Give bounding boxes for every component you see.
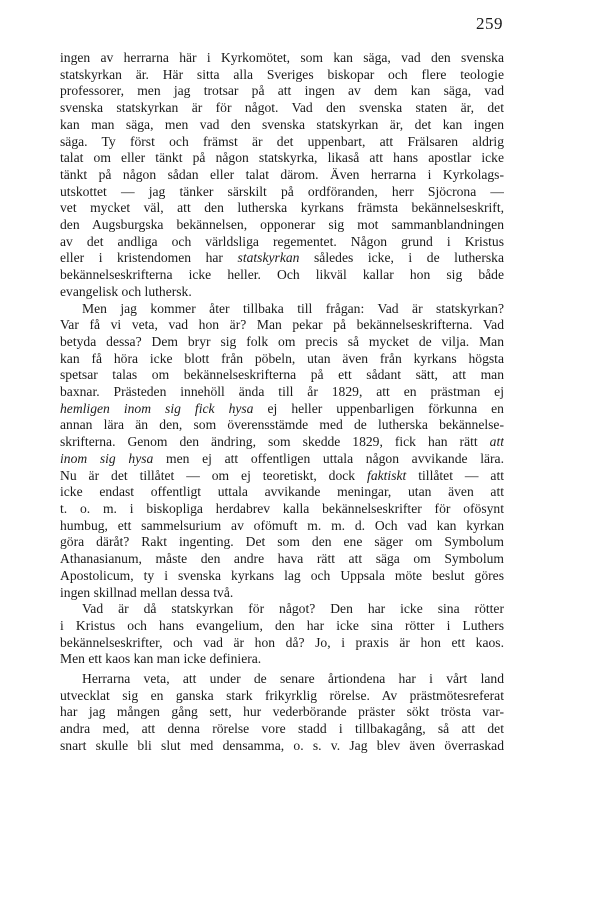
text-line: t. o. m. i biskopliga herdabrev kalla bekännelseskrifter för ofösynt (60, 500, 504, 516)
text-line: har jag mången gång sett, hur vederbörande präster sökt trösta var- (60, 704, 504, 720)
text-line: eller i kristendomen har statskyrkan således icke, i de lutherska (60, 250, 504, 266)
italic-phrase: inom sig hysa (60, 450, 154, 466)
paragraph (60, 671, 504, 755)
text-line: talat om eller tänkt på någon statskyrka, likaså att hans apostlar icke (60, 150, 504, 166)
text-line: inom sig hysa men ej att offentligen uttala någon avvikande lära. (60, 450, 504, 466)
text-line: humbug, ett sammelsurium av ofömuft m. m. d. Och vad kan kyrkan (60, 517, 504, 533)
text-line: Men jag kommer åter tillbaka till frågan: Vad är statskyrkan? (82, 300, 504, 316)
text-line: kan man säga, men vad den svenska statskyrkan är, det kan ingen (60, 116, 504, 132)
paragraph (60, 301, 504, 602)
body-text (60, 50, 504, 755)
paragraph (60, 50, 504, 301)
text-line: andra med, att denna rörelse vore stadd i tillbakagång, så att det (60, 721, 504, 737)
text-line: Vad är då statskyrkan för något? Den har icke sina rötter (82, 601, 504, 617)
paragraph (60, 601, 504, 668)
text-line: svenska statskyrkan är för något. Vad den svenska staten är, det (60, 100, 504, 116)
italic-phrase: statskyrkan (237, 250, 300, 266)
text-line: kan få höra icke blott från pöbeln, utan även från kyrkans högsta (60, 350, 504, 366)
text-line: professorer, men jag trotsar på att ingen av dem kan säga, vad (60, 83, 504, 99)
text-line: tänkt på någon sådan eller talat därom. Även herrarna i Kyrkolags- (60, 166, 504, 182)
italic-phrase: att (489, 434, 504, 450)
text-line: Herrarna veta, att under de senare årtiondena har i vårt land (82, 671, 504, 687)
page-number: 259 (476, 14, 503, 33)
text-line: göra däråt? Rakt ingenting. Det som den ene säger om Symbolum (60, 534, 504, 550)
text-line: bekännelseskrifter, och vad är hon då? Jo, i praxis är hon ett kaos. (60, 634, 504, 650)
italic-phrase: faktiskt (367, 467, 407, 483)
text-line: betyda dessa? Dem bryr sig folk om precis så mycket de vilja. Man (60, 333, 504, 349)
text-line: Nu är det tillåtet — om ej teoretiskt, dock faktiskt tillåtet — att (60, 467, 504, 483)
text-line: vet mycket väl, att den lutherska kyrkans främsta bekännelseskrift, (60, 200, 504, 216)
text-line: snart skulle bli slut med densamma, o. s. v. Jag blev även överraskad (60, 737, 504, 753)
text-line: annan lära än den, som överensstämde med de lutherska bekännelse- (60, 417, 504, 433)
text-line: Var få vi veta, vad hon är? Man pekar på bekännelseskrifterna. Vad (60, 317, 504, 333)
text-line: skrifterna. Genom den ändring, som skedde 1829, fick han rätt att (60, 434, 504, 450)
text-line: utskottet — jag tänker särskilt på ordföranden, herr Sjöcrona — (60, 183, 504, 199)
italic-phrase: hemligen inom sig fick hysa (60, 400, 254, 416)
text-line: i Kristus och hans evangelium, den har icke sina rötter i Luthers (60, 617, 504, 633)
text-line: den Augsburgska bekännelsen, opponerar sig mot sammanblandningen (60, 217, 504, 233)
text-line: statskyrkan är. Här sitta alla Sveriges biskopar och flere teologie (60, 66, 504, 82)
text-line: ingen av herrarna här i Kyrkomötet, som kan säga, vad den svenska (60, 50, 504, 65)
text-line: icke endast offentligt uttala avvikande meningar, utan även att (60, 484, 504, 500)
text-line: av det andliga och världsliga regementet. Någon grund i Kristus (60, 233, 504, 249)
text-line: Apostolicum, ty i svenska kyrkans lag och Uppsala möte beslut göres (60, 567, 504, 583)
text-line: hemligen inom sig fick hysa ej heller uppenbarligen förkunna en (60, 400, 504, 416)
text-line: spetsar talas om bekännelseskrifterna på ett sådant sätt, att man (60, 367, 504, 383)
text-line: Athanasianum, måste den andre hava rätt att säga om Symbolum (60, 551, 504, 567)
text-line: baxnar. Prästeden innehöll ända till år 1829, att en prästman ej (60, 384, 504, 400)
text-line: bekännelseskrifterna icke heller. Och likväl kallar hon sig både (60, 267, 504, 283)
text-line: utvecklat sig en ganska stark frikyrklig rörelse. Av prästmötesreferat (60, 687, 504, 703)
text-line: Men ett kaos kan man icke definiera. (60, 651, 262, 667)
text-line: säga. Ty först och främst är det uppenbart, att Frälsaren aldrig (60, 133, 504, 149)
text-line: ingen skillnad mellan dessa två. (60, 584, 234, 600)
text-line: evangelisk och luthersk. (60, 283, 192, 299)
